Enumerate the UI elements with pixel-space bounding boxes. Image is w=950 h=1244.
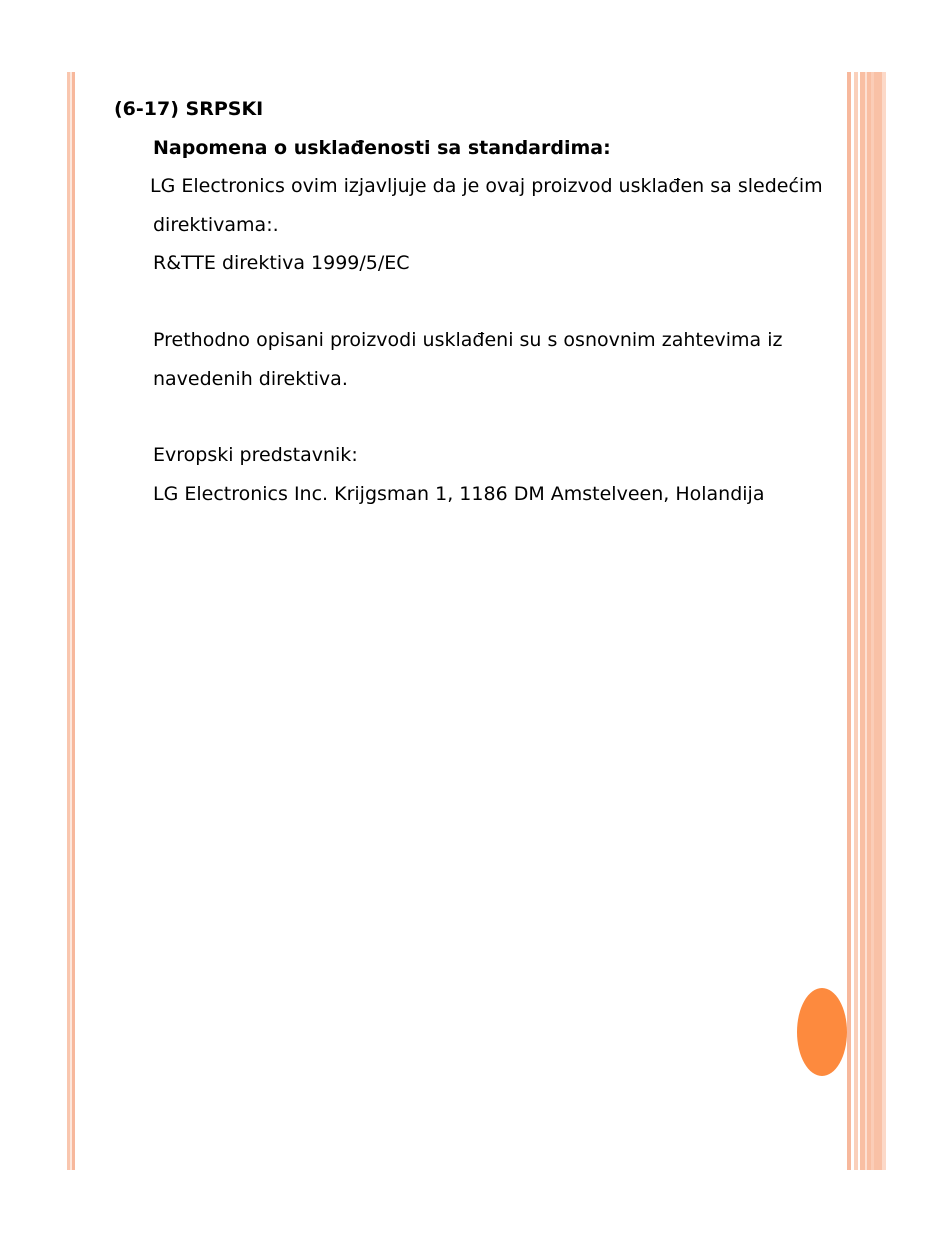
representative-label: Evropski predstavnik:: [153, 444, 358, 466]
representative-address: LG Electronics Inc. Krijgsman 1, 1186 DM Amstelveen, Holandija: [153, 483, 765, 505]
paragraph1-line2: direktivama:.: [153, 214, 279, 236]
paragraph2-line1: Prethodno opisani proizvodi usklađeni su s osnovnim zahtevima iz: [153, 329, 783, 351]
right-decorative-border: [847, 72, 886, 1170]
section-title: (6-17) SRPSKI: [114, 98, 264, 120]
directive-text: R&TTE direktiva 1999/5/EC: [153, 252, 410, 274]
paragraph2-line2: navedenih direktiva.: [153, 368, 348, 390]
orange-oval-decoration: [797, 988, 847, 1076]
left-decorative-border: [67, 72, 75, 1170]
heading: Napomena o usklađenosti sa standardima:: [153, 137, 611, 159]
paragraph1-line1: LG Electronics ovim izjavljuje da je ovaj proizvod usklađen sa sledećim: [150, 175, 823, 197]
